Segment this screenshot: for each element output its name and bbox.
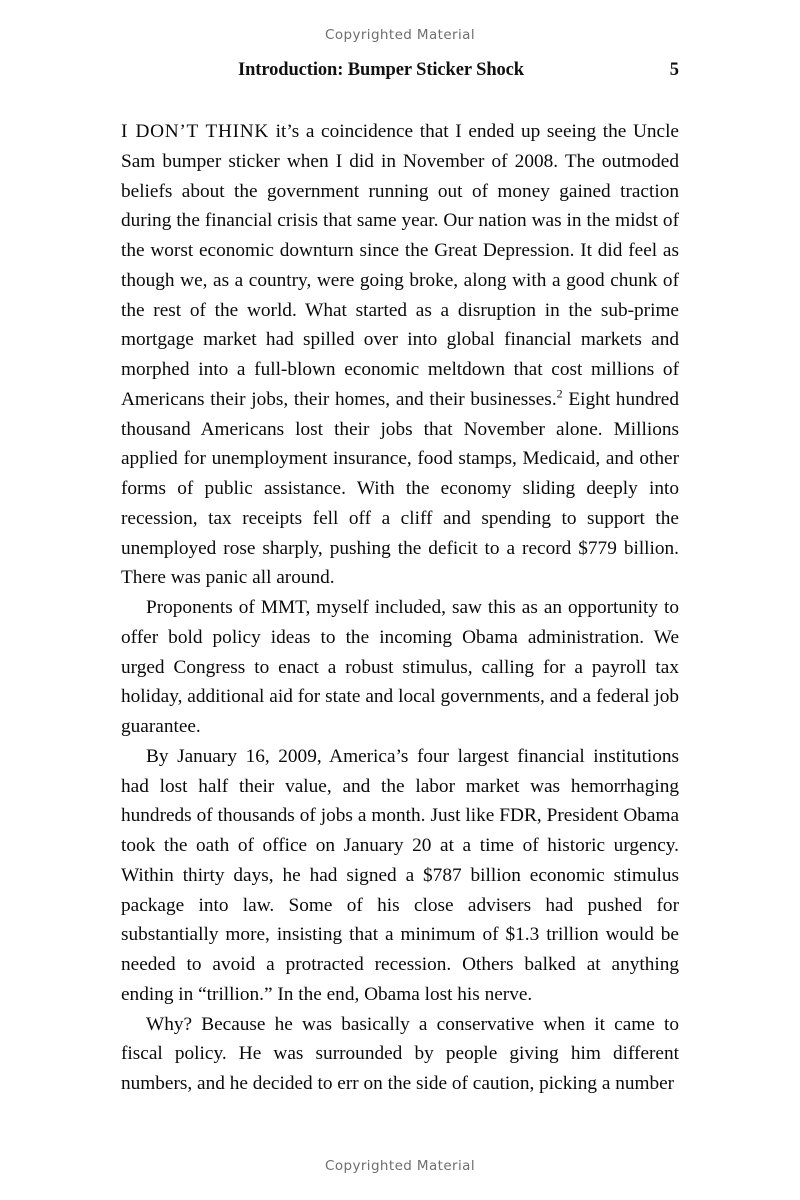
paragraph-4: Why? Because he was basically a conservative when it came to fiscal policy. He was surrounded by people giving him different numbers, and he decided to err on the side of caution, picking a number (121, 1013, 679, 1094)
running-head-title: Introduction: Bumper Sticker Shock (238, 60, 524, 80)
body-text-block (121, 117, 679, 1099)
paragraph-1-text-before-note: it’s a coincidence that I ended up seeing the Uncle Sam bumper sticker when I did in November of 2008. The outmoded beliefs about the government running out of money gained traction during the financial crisis that same year. Our nation was in the midst of the worst economic downturn since the Great Depression. It did feel as though we, as a country, were going broke, along with a good chunk of the rest of the world. What started as a disruption in the sub-prime mortgage market had spilled over into global financial markets and morphed into a full-blown economic meltdown that cost millions of Americans their jobs, their homes, and their businesses. (121, 121, 679, 410)
paragraph-3: By January 16, 2009, America’s four largest financial institutions had lost half their value, and the labor market was hemorrhaging hundreds of thousands of jobs a month. Just like FDR, President Obama took the oath of office on January 20 at a time of historic urgency. Within thirty days, he had signed a $787 billion economic stimulus package into law. Some of his close advisers had pushed for substantially more, insisting that a minimum of $1.3 trillion would be needed to avoid a protracted recession. Others balked at anything ending in “trillion.” In the end, Obama lost his nerve. (121, 745, 679, 1005)
footnote-reference-2[interactable]: 2 (556, 386, 563, 401)
paragraph-1 (121, 117, 679, 593)
opening-caps: I DON’T THINK (121, 121, 270, 142)
copyright-watermark-bottom: Copyrighted Material (325, 1158, 475, 1174)
paragraph-2: Proponents of MMT, myself included, saw this as an opportunity to offer bold policy ideas to the incoming Obama administration. We urged Congress to enact a robust stimulus, calling for a payroll tax holiday, additional aid for state and local governments, and a federal job guarantee. (121, 597, 679, 737)
paragraph-1-text-after-note: Eight hundred thousand Americans lost their jobs that November alone. Millions applied for unemployment insurance, food stamps, Medicaid, and other forms of public assistance. With the economy sliding deeply into recession, tax receipts fell off a cliff and spending to support the unemployed rose sharply, pushing the deficit to a record $779 billion. There was panic all around. (121, 388, 679, 589)
copyright-watermark-top: Copyrighted Material (325, 27, 475, 43)
page-number: 5 (669, 60, 679, 80)
running-head (121, 60, 679, 84)
